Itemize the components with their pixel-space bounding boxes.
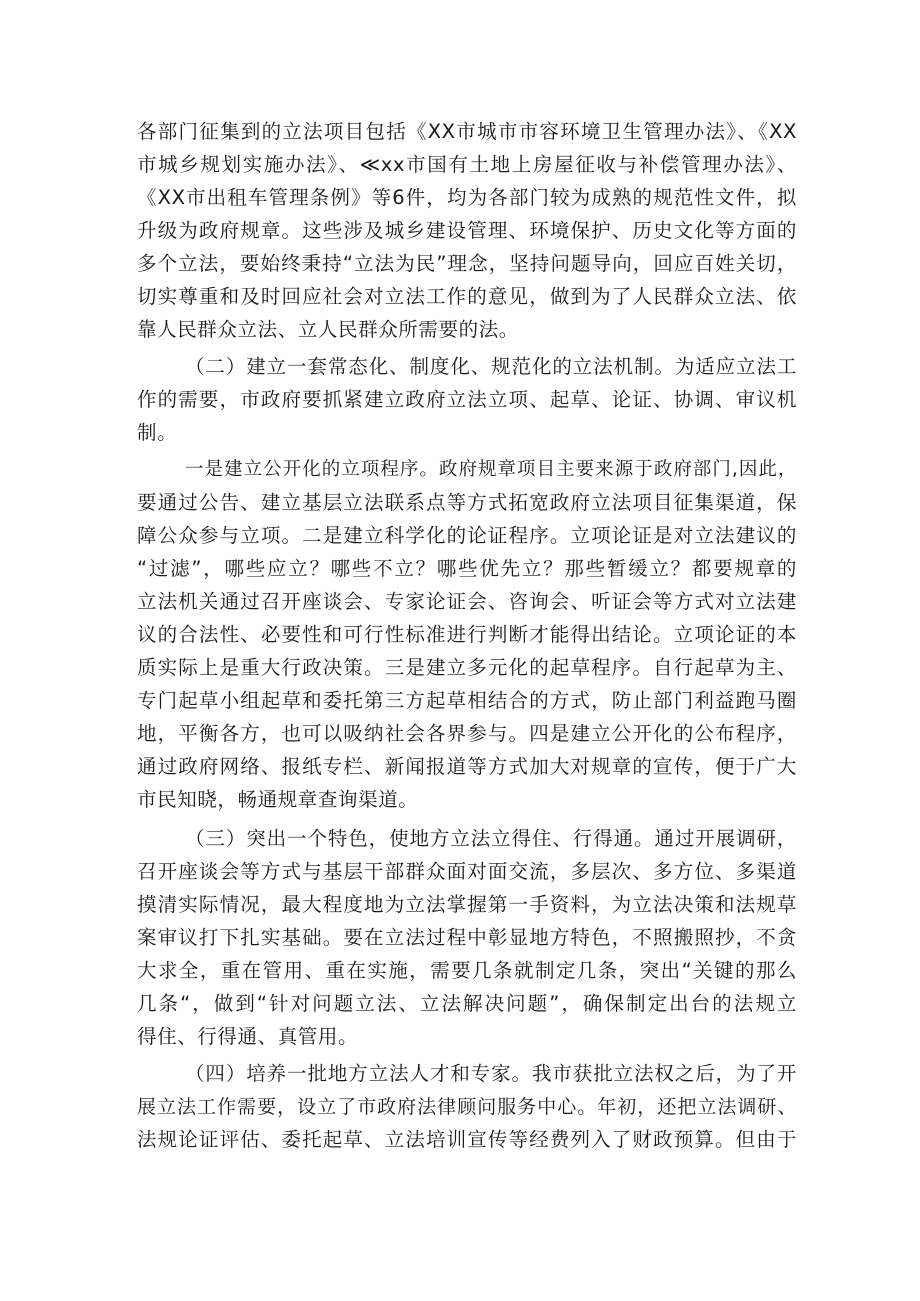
text-line: 多个立法，要始终秉持“立法为民”理念，坚持问题导向，回应百姓关切，: [137, 252, 797, 275]
text-line: 得住、行得通、真管用。: [137, 1025, 359, 1048]
text-line: 靠人民群众立法、立人民群众所需要的法。: [137, 318, 519, 341]
text-line: 一是建立公开化的立项程序。政府规章项目主要来源于政府部门,因此，: [185, 459, 797, 480]
text-line: 要通过公告、建立基层立法联系点等方式拓宽政府立法项目征集渠道，保: [137, 491, 797, 514]
text-line: （四）培养一批地方立法人才和专家。我市获批立法权之后，为了开: [185, 1062, 797, 1085]
text-line: 几条“，做到“针对问题立法、立法解决问题”，确保制定出台的法规立: [137, 992, 797, 1015]
text-line: 质实际上是重大行政决策。三是建立多元化的起草程序。自行起草为主、: [137, 656, 797, 679]
text-line: 各部门征集到的立法项目包括《XX市城市市容环境卫生管理办法》、《XX: [137, 120, 797, 143]
text-line: 《XX市出租车管理条例》等6件，均为各部门较为成熟的规范性文件，拟: [137, 186, 797, 209]
text-line: 议的合法性、必要性和可行性标准进行判断才能得出结论。立项论证的本: [137, 623, 797, 646]
text-line: “过滤”，哪些应立？哪些不立？哪些优先立？那些暂缓立？都要规章的: [137, 557, 797, 580]
text-line: 法规论证评估、委托起草、立法培训宣传等经费列入了财政预算。但由于: [137, 1128, 797, 1151]
text-line: 展立法工作需要，设立了市政府法律顾问服务中心。年初，还把立法调研、: [137, 1096, 797, 1118]
text-line: （二）建立一套常态化、制度化、规范化的立法机制。为适应立法工: [185, 355, 797, 378]
text-line: 地，平衡各方，也可以吸纳社会各界参与。四是建立公开化的公布程序，: [137, 722, 797, 745]
text-line: 立法机关通过召开座谈会、专家论证会、咨询会、听证会等方式对立法建: [137, 590, 797, 613]
text-line: 召开座谈会等方式与基层干部群众面对面交流，多层次、多方位、多渠道: [137, 860, 797, 883]
text-line: 通过政府网络、报纸专栏、新闻报道等方式加大对规章的宣传，便于广大: [137, 755, 797, 778]
text-line: 市城乡规划实施办法》、≪xx市国有土地上房屋征收与补偿管理办法》、: [137, 153, 797, 176]
text-line: 案审议打下扎实基础。要在立法过程中彰显地方特色，不照搬照抄，不贪: [137, 926, 797, 949]
text-line: 障公众参与立项。二是建立科学化的论证程序。立项论证是对立法建议的: [137, 524, 797, 547]
text-line: 制。: [137, 421, 178, 444]
text-line: 大求全，重在管用、重在实施，需要几条就制定几条，突出“关键的那么: [137, 959, 797, 982]
text-line: 专门起草小组起草和委托第三方起草相结合的方式，防止部门利益跑马圈: [137, 689, 797, 712]
text-line: 摸清实际情况，最大程度地为立法掌握第一手资料，为立法决策和法规草: [137, 893, 797, 916]
text-line: 市民知晓，畅通规章查询渠道。: [137, 788, 419, 811]
text-line: （三）突出一个特色，使地方立法立得住、行得通。通过开展调研，: [185, 827, 797, 850]
text-line: 升级为政府规章。这些涉及城乡建设管理、环境保护、历史文化等方面的: [137, 219, 797, 242]
text-line: 切实尊重和及时回应社会对立法工作的意见，做到为了人民群众立法、依: [137, 285, 797, 308]
text-line: 作的需要，市政府要抓紧建立政府立法立项、起草、论证、协调、审议机: [137, 388, 797, 411]
